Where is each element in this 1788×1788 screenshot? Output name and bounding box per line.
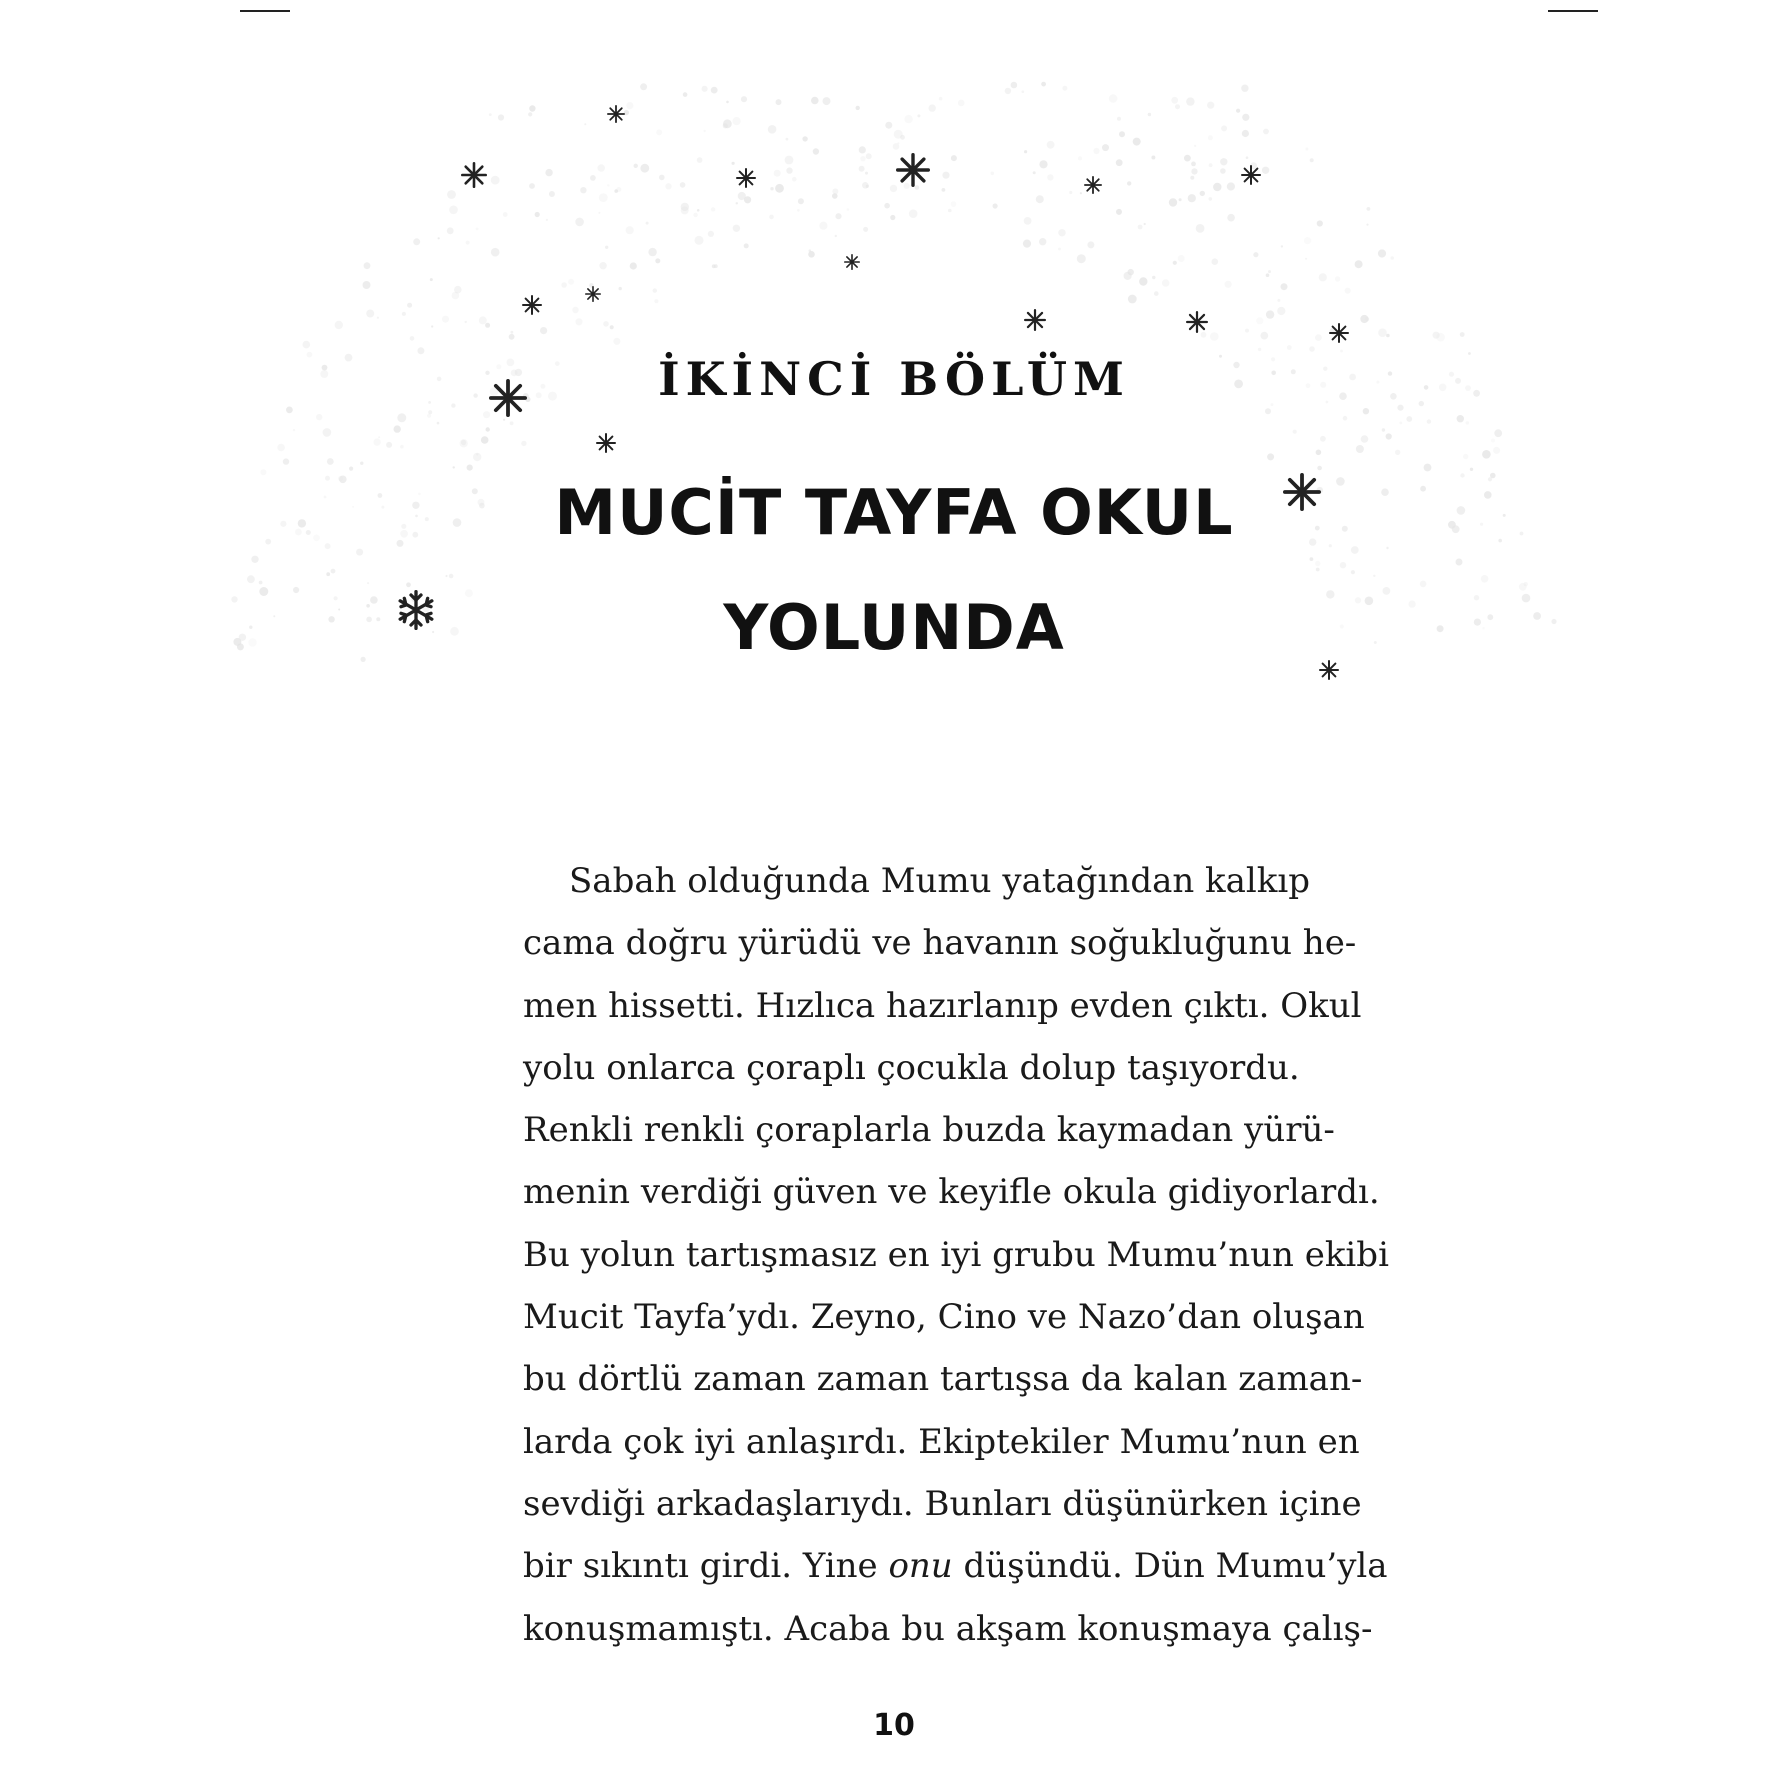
chapter-title-line-1: MUCİT TAYFA OKUL	[554, 476, 1234, 549]
text-line: men hissetti. Hızlıca hazırlanıp evden çıktı. Okul	[523, 985, 1362, 1026]
text-line: konuşmamıştı. Acaba bu akşam konuşmaya çalış-	[523, 1608, 1373, 1649]
text-line: bu dörtlü zaman zaman tartışsa da kalan zaman-	[523, 1359, 1363, 1400]
text-line: Renkli renkli çoraplarla buzda kaymadan yürü-	[523, 1110, 1335, 1151]
text-line: menin verdiği güven ve keyifle okula gidiyorlardı.	[523, 1172, 1380, 1213]
snowflake-icon	[586, 287, 600, 301]
snowflake-icon	[1085, 177, 1101, 193]
text-line-with-italic	[523, 1535, 1388, 1597]
text-segment: bir sıkıntı girdi. Yine	[523, 1546, 889, 1587]
body-text	[523, 850, 1389, 1660]
italic-word: onu	[888, 1546, 953, 1587]
chapter-label: İKİNCİ BÖLÜM	[658, 352, 1130, 406]
text-line: sevdiği arkadaşlarıydı. Bunları düşünürken içine	[523, 1483, 1362, 1524]
snowflake-icon	[523, 296, 541, 314]
text-line: cama doğru yürüdü ve havanın soğukluğunu he-	[523, 923, 1357, 964]
snowflake-icon	[608, 106, 624, 122]
snowflake-icon	[597, 434, 615, 452]
page-number: 10	[873, 1708, 915, 1743]
text-line: Bu yolun tartışmasız en iyi grubu Mumu’nun ekibi	[523, 1234, 1389, 1275]
text-line: Mucit Tayfa’ydı. Zeyno, Cino ve Nazo’dan oluşan	[523, 1297, 1365, 1338]
chapter-title-line-2: YOLUNDA	[723, 591, 1065, 664]
text-line: Sabah olduğunda Mumu yatağından kalkıp	[569, 861, 1311, 901]
snowflake-icon	[1187, 312, 1207, 332]
snowflake-icon	[737, 169, 755, 187]
snowflake-icon	[1025, 310, 1045, 330]
snowflake-icon	[845, 255, 859, 269]
text-line: larda çok iyi anlaşırdı. Ekiptekiler Mumu’nun en	[523, 1421, 1360, 1462]
snowflake-icon	[1242, 166, 1260, 184]
snowflake-icon	[1330, 324, 1348, 342]
chapter-title	[0, 455, 1788, 685]
text-line: yolu onlarca çoraplı çocukla dolup taşıyordu.	[523, 1047, 1300, 1088]
snowflake-icon	[462, 163, 485, 186]
text-segment: düşündü. Dün Mumu’yla	[952, 1546, 1388, 1587]
snowflake-icon	[898, 155, 929, 186]
